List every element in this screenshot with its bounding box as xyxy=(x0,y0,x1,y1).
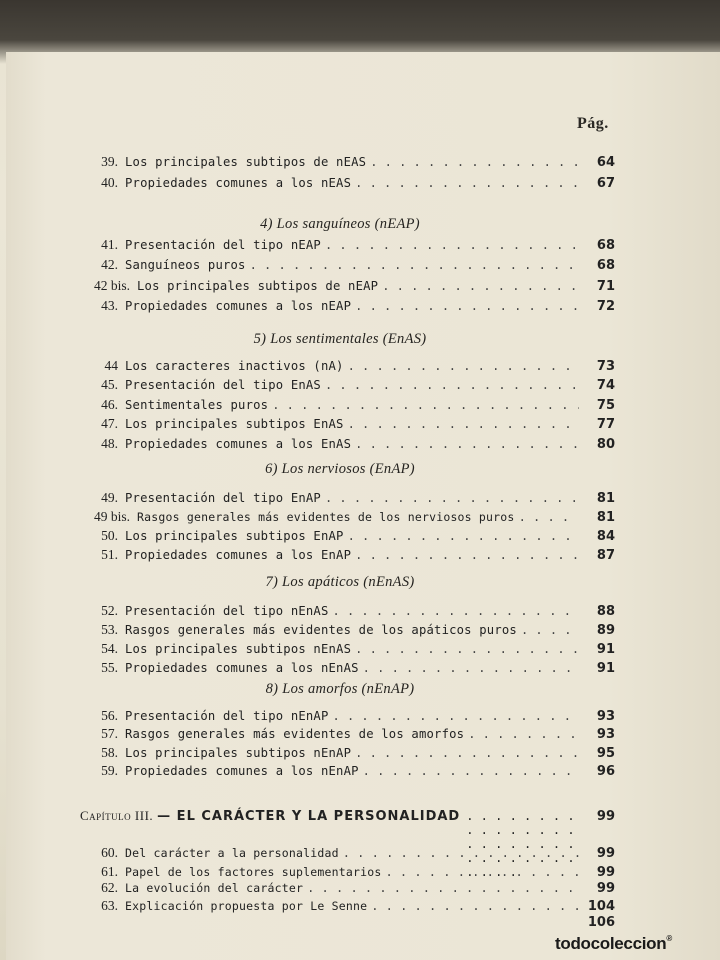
entry-number: 43. xyxy=(101,298,118,313)
entry-title: Propiedades comunes a los EnAP xyxy=(125,548,352,562)
toc-entry xyxy=(80,175,615,195)
leader-dots xyxy=(348,529,579,543)
entry-title: Los principales subtipos de nEAS xyxy=(125,155,367,169)
entry-page: 80 xyxy=(596,437,615,452)
entry-page: 99 xyxy=(596,846,615,861)
toc-entry xyxy=(80,547,615,567)
toc-entry xyxy=(80,528,615,548)
entry-page: 91 xyxy=(596,642,615,657)
entry-title: Rasgos generales más evidentes de los nerviosos puros xyxy=(137,510,515,524)
section-heading: 4) Los sanguíneos (nEAP) xyxy=(260,216,420,232)
watermark-logo xyxy=(555,934,672,954)
toc-entry xyxy=(80,397,615,417)
entry-page: 87 xyxy=(596,548,615,563)
leader-dots xyxy=(325,238,579,252)
toc-entry xyxy=(80,490,615,510)
leader-dots xyxy=(355,437,579,451)
leader-dots xyxy=(272,398,579,412)
entry-page: 68 xyxy=(596,258,615,273)
toc-entry xyxy=(80,154,615,174)
entry-number: 39. xyxy=(101,154,118,169)
leader-dots xyxy=(250,258,579,272)
entry-number: 42. xyxy=(101,257,118,272)
entry-title: Presentación del tipo nEnAP xyxy=(125,709,329,723)
entry-title: Explicación propuesta por Le Senne xyxy=(125,899,368,913)
entry-number: 47. xyxy=(101,416,118,431)
entry-number: 41. xyxy=(101,237,118,252)
toc-entry xyxy=(80,298,615,318)
leader-dots xyxy=(333,709,579,723)
entry-title: Rasgos generales más evidentes de los amorfos xyxy=(125,727,465,741)
entry-number: 60. xyxy=(101,845,118,860)
leader-dots xyxy=(371,899,579,913)
entry-title: Rasgos generales más evidentes de los apáticos puros xyxy=(125,623,517,637)
entry-number: 51. xyxy=(101,547,118,562)
entry-number: 44 xyxy=(104,358,118,373)
leader-dots xyxy=(468,727,579,741)
leader-dots xyxy=(355,176,579,190)
leader-dots xyxy=(333,604,579,618)
toc-entry xyxy=(80,880,615,900)
entry-number: 55. xyxy=(101,660,118,675)
toc-entry xyxy=(80,745,615,765)
entry-number: 48. xyxy=(101,436,118,451)
entry-number: 63. xyxy=(101,898,118,913)
entry-page: 104 xyxy=(587,899,615,914)
entry-page: 81 xyxy=(596,510,615,525)
entry-title: Los principales subtipos EnAP xyxy=(125,529,344,543)
entry-page: 99 xyxy=(596,865,615,880)
toc-entry xyxy=(80,660,615,680)
registered-mark: ® xyxy=(666,934,672,943)
chapter-label: Capítulo III. xyxy=(80,808,154,823)
leader-dots xyxy=(343,846,579,860)
entry-title: Sentimentales puros xyxy=(125,398,269,412)
entry-title: La evolución del carácter xyxy=(125,881,304,895)
leader-dots xyxy=(348,417,579,431)
entry-title: Los principales subtipos de nEAP xyxy=(137,279,379,293)
toc-entry xyxy=(80,416,615,436)
section-heading: 5) Los sentimentales (EnAS) xyxy=(253,331,427,347)
entry-number: 40. xyxy=(101,175,118,190)
entry-page: 88 xyxy=(596,604,615,619)
entry-page: 73 xyxy=(596,359,615,374)
entry-title: Presentación del tipo nEAP xyxy=(125,238,321,252)
entry-number: 45. xyxy=(101,377,118,392)
entry-title: Del carácter a la personalidad xyxy=(125,846,339,860)
entry-page: 77 xyxy=(596,417,615,432)
entry-title: Papel de los factores suplementarios xyxy=(125,865,382,879)
leader-dots xyxy=(325,491,579,505)
entry-page: 84 xyxy=(596,529,615,544)
entry-number: 50. xyxy=(101,528,118,543)
toc-entry xyxy=(80,845,615,865)
section-heading: 6) Los nerviosos (EnAP) xyxy=(265,461,415,477)
toc-entry xyxy=(80,509,615,529)
entry-title: Sanguíneos puros xyxy=(125,258,246,272)
entry-number: 52. xyxy=(101,603,118,618)
section-heading: 8) Los amorfos (nEnAP) xyxy=(265,681,415,697)
toc-entry xyxy=(80,257,615,277)
entry-page: 99 xyxy=(596,881,615,896)
entry-title: Presentación del tipo EnAS xyxy=(125,378,321,392)
leader-dots xyxy=(385,865,579,879)
entry-title: Los principales subtipos EnAS xyxy=(125,417,344,431)
entry-page: 95 xyxy=(596,746,615,761)
toc-entry xyxy=(80,622,615,642)
entry-title: Propiedades comunes a los nEnAS xyxy=(125,661,359,675)
entry-number: 49. xyxy=(101,490,118,505)
entry-page: 64 xyxy=(596,155,615,170)
toc-entry xyxy=(80,237,615,257)
toc-entry xyxy=(80,763,615,783)
entry-number: 62. xyxy=(101,880,118,895)
entry-number: 61. xyxy=(101,864,118,879)
leader-dots xyxy=(355,548,579,562)
entry-title: Propiedades comunes a los EnAS xyxy=(125,437,352,451)
entry-number: 57. xyxy=(101,726,118,741)
entry-page: 67 xyxy=(596,176,615,191)
page-column-header: Pág. xyxy=(577,115,609,132)
entry-title: Los caracteres inactivos (nA) xyxy=(125,359,344,373)
toc-entry xyxy=(80,641,615,661)
entry-page: 72 xyxy=(596,299,615,314)
toc-entry xyxy=(80,358,615,378)
toc-entry xyxy=(80,915,615,935)
entry-page: 74 xyxy=(596,378,615,393)
entry-number: 59. xyxy=(101,763,118,778)
watermark-text: todocoleccion xyxy=(555,934,667,953)
leader-dots xyxy=(382,279,579,293)
entry-title: Los principales subtipos nEnAS xyxy=(125,642,352,656)
toc-entry xyxy=(80,726,615,746)
entry-number: 49 bis. xyxy=(93,509,130,524)
leader-dots xyxy=(370,155,579,169)
entry-page: 81 xyxy=(596,491,615,506)
toc-entry xyxy=(80,708,615,728)
entry-number: 54. xyxy=(101,641,118,656)
entry-page: 106 xyxy=(587,915,615,930)
leader-dots xyxy=(355,746,579,760)
toc-entry xyxy=(80,603,615,623)
chapter-title: — EL CARÁCTER Y LA PERSONALIDAD xyxy=(157,809,461,824)
entry-number: 46. xyxy=(101,397,118,412)
leader-dots xyxy=(519,510,579,524)
entry-title: Propiedades comunes a los nEAS xyxy=(125,176,352,190)
leader-dots xyxy=(348,359,579,373)
entry-title: Presentación del tipo nEnAS xyxy=(125,604,329,618)
entry-number: 58. xyxy=(101,745,118,760)
section-heading: 7) Los apáticos (nEnAS) xyxy=(265,574,415,590)
entry-page: 91 xyxy=(596,661,615,676)
entry-page: 89 xyxy=(596,623,615,638)
leader-dots xyxy=(325,378,579,392)
toc-entry xyxy=(80,436,615,456)
entry-title: Propiedades comunes a los nEnAP xyxy=(125,764,359,778)
entry-title: Propiedades comunes a los nEAP xyxy=(125,299,352,313)
entry-number: 56. xyxy=(101,708,118,723)
leader-dots xyxy=(355,642,579,656)
entry-page: 93 xyxy=(596,727,615,742)
leader-dots xyxy=(363,764,579,778)
toc-entry xyxy=(80,377,615,397)
entry-title: Presentación del tipo EnAP xyxy=(125,491,321,505)
toc-entry xyxy=(80,278,615,298)
entry-number: 42 bis. xyxy=(93,278,130,293)
leader-dots xyxy=(521,623,579,637)
entry-title: Los principales subtipos nEnAP xyxy=(125,746,352,760)
entry-page: 75 xyxy=(596,398,615,413)
entry-page: 93 xyxy=(596,709,615,724)
entry-page: 68 xyxy=(596,238,615,253)
leader-dots xyxy=(355,299,579,313)
entry-page: 96 xyxy=(596,764,615,779)
entry-number: 53. xyxy=(101,622,118,637)
entry-page: 71 xyxy=(596,279,615,294)
leader-dots xyxy=(363,661,579,675)
leader-dots xyxy=(307,881,579,895)
chapter-page: 99 xyxy=(596,809,615,824)
